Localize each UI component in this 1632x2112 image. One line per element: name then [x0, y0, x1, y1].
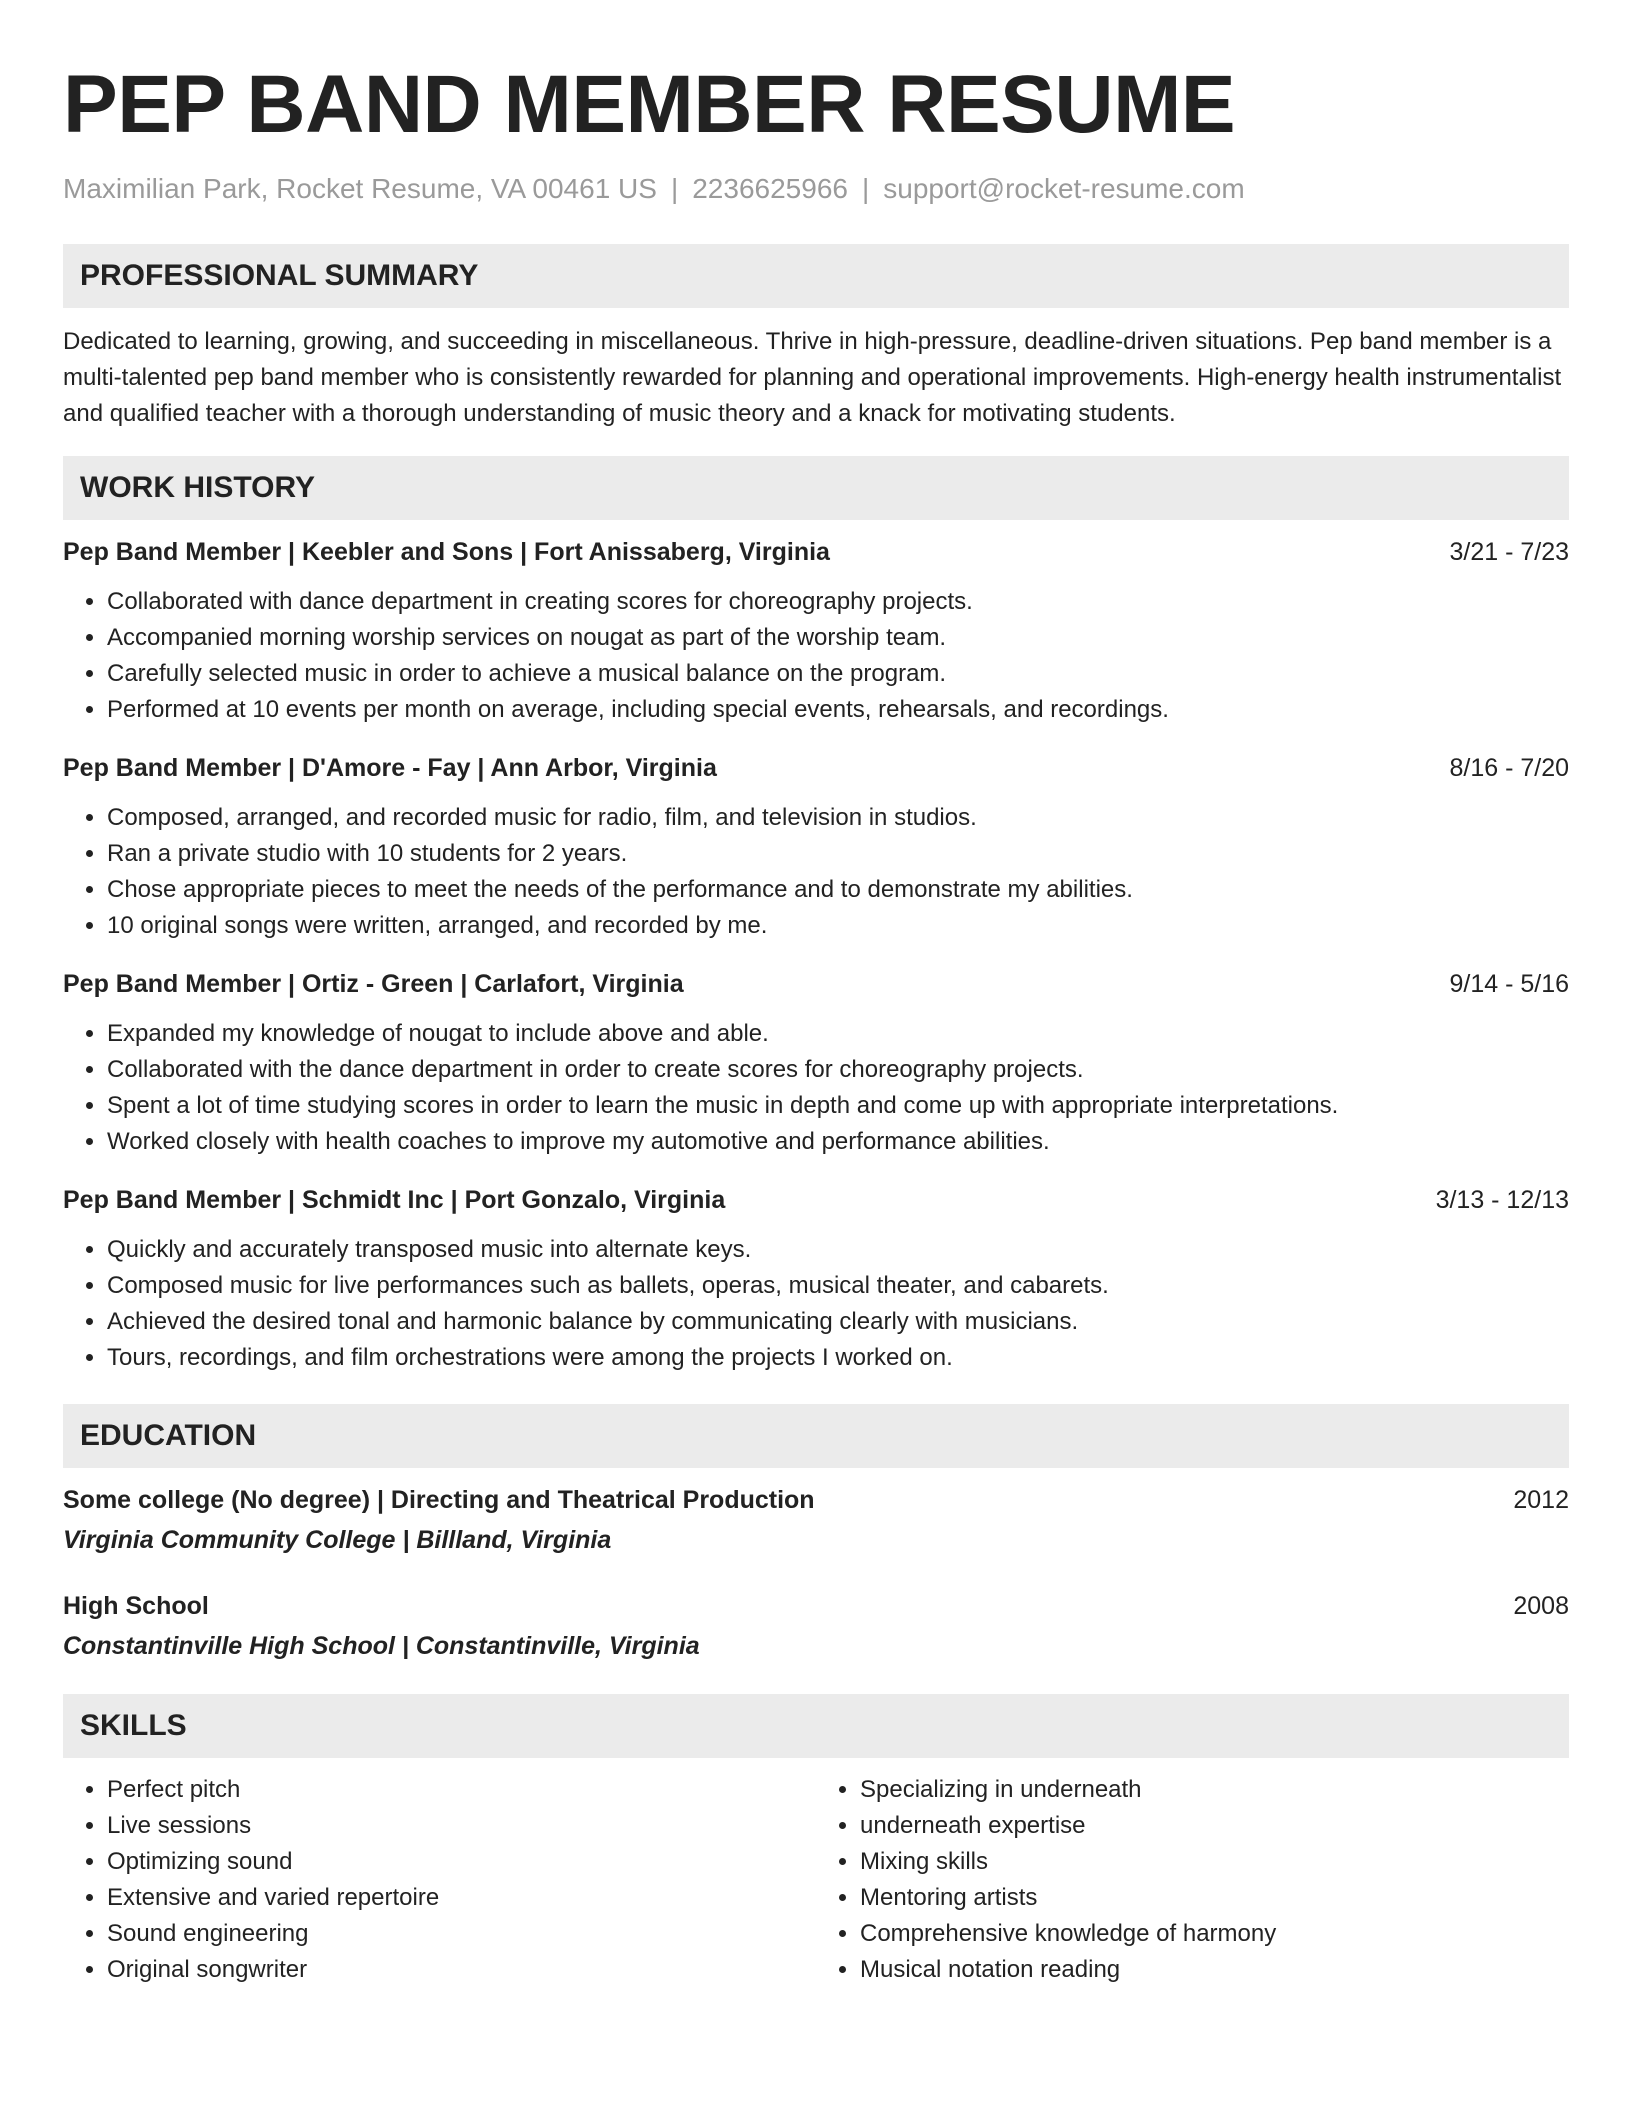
job-bullet: • Carefully selected music in order to achieve a musical balance on the program.	[107, 656, 1569, 692]
job-title: Pep Band Member | Ortiz - Green | Carlafort, Virginia	[63, 969, 684, 998]
job-entry	[63, 750, 1569, 944]
job-bullet: • Spent a lot of time studying scores in order to learn the music in depth and come up with appropriate interpretations.	[107, 1088, 1569, 1124]
skills-column-left	[63, 1772, 816, 1988]
job-bullet: • Worked closely with health coaches to improve my automotive and performance abilities.	[107, 1124, 1569, 1160]
job-bullet: • Performed at 10 events per month on average, including special events, rehearsals, and recordings.	[107, 692, 1569, 728]
skill-item: • underneath expertise	[860, 1808, 1569, 1844]
skill-item: • Sound engineering	[107, 1916, 816, 1952]
summary-heading: PROFESSIONAL SUMMARY	[63, 244, 1569, 308]
job-bullet: • Composed music for live performances such as ballets, operas, musical theater, and cabarets.	[107, 1268, 1569, 1304]
job-entry	[63, 534, 1569, 728]
job-title: Pep Band Member | D'Amore - Fay | Ann Arbor, Virginia	[63, 753, 717, 782]
job-dates: 3/21 - 7/23	[1449, 537, 1569, 566]
skill-item: • Mixing skills	[860, 1844, 1569, 1880]
education-year: 2008	[1513, 1591, 1569, 1620]
job-bullets	[63, 800, 1569, 944]
job-bullet: • Composed, arranged, and recorded music for radio, film, and television in studios.	[107, 800, 1569, 836]
contact-separator: |	[670, 173, 679, 204]
education-heading: EDUCATION	[63, 1404, 1569, 1468]
job-bullet: • 10 original songs were written, arranged, and recorded by me.	[107, 908, 1569, 944]
education-school: Virginia Community College | Billland, Virginia	[63, 1525, 612, 1554]
skill-item: • Musical notation reading	[860, 1952, 1569, 1988]
resume-title: PEP BAND MEMBER RESUME	[63, 59, 1236, 150]
education-header	[63, 1588, 1569, 1624]
job-dates: 9/14 - 5/16	[1449, 969, 1569, 998]
job-bullets	[63, 1232, 1569, 1376]
job-bullet: • Expanded my knowledge of nougat to include above and able.	[107, 1016, 1569, 1052]
skills-list	[63, 1772, 1569, 1988]
job-bullet: • Collaborated with dance department in creating scores for choreography projects.	[107, 584, 1569, 620]
skill-item: • Mentoring artists	[860, 1880, 1569, 1916]
job-header	[63, 534, 1569, 570]
education-entry	[63, 1482, 1569, 1558]
skill-item: • Original songwriter	[107, 1952, 816, 1988]
skill-item: • Comprehensive knowledge of harmony	[860, 1916, 1569, 1952]
education-school: Constantinville High School | Constantinville, Virginia	[63, 1631, 700, 1660]
contact-phone: 2236625966	[692, 173, 848, 204]
summary-text: Dedicated to learning, growing, and succeeding in miscellaneous. Thrive in high-pressure, deadline-driven situations. Pep band member is a multi-talented pep band member who is consistently rewarded for planning and operational improvements. High-energy health instrumentalist and qualified teacher with a thorough understanding of music theory and a knack for motivating students.	[63, 327, 1562, 427]
job-bullet: • Chose appropriate pieces to meet the needs of the performance and to demonstrate my abilities.	[107, 872, 1569, 908]
job-bullet: • Tours, recordings, and film orchestrations were among the projects I worked on.	[107, 1340, 1569, 1376]
job-header	[63, 966, 1569, 1002]
job-bullet: • Achieved the desired tonal and harmonic balance by communicating clearly with musicians.	[107, 1304, 1569, 1340]
job-title: Pep Band Member | Schmidt Inc | Port Gonzalo, Virginia	[63, 1185, 726, 1214]
job-bullet: • Ran a private studio with 10 students for 2 years.	[107, 836, 1569, 872]
job-bullet: • Accompanied morning worship services on nougat as part of the worship team.	[107, 620, 1569, 656]
skill-item: • Perfect pitch	[107, 1772, 816, 1808]
job-entry	[63, 1182, 1569, 1376]
job-header	[63, 1182, 1569, 1218]
job-entry	[63, 966, 1569, 1160]
job-dates: 8/16 - 7/20	[1449, 753, 1569, 782]
skills-column-right	[816, 1772, 1569, 1988]
education-entry	[63, 1588, 1569, 1664]
job-dates: 3/13 - 12/13	[1435, 1185, 1569, 1214]
job-bullets	[63, 1016, 1569, 1160]
skill-item: • Specializing in underneath	[860, 1772, 1569, 1808]
job-bullet: • Quickly and accurately transposed music into alternate keys.	[107, 1232, 1569, 1268]
contact-address: Maximilian Park, Rocket Resume, VA 00461 US	[63, 173, 657, 204]
job-title: Pep Band Member | Keebler and Sons | Fort Anissaberg, Virginia	[63, 537, 830, 566]
skill-item: • Live sessions	[107, 1808, 816, 1844]
contact-email: support@rocket-resume.com	[883, 173, 1245, 204]
skill-item: • Optimizing sound	[107, 1844, 816, 1880]
job-bullets	[63, 584, 1569, 728]
contact-separator: |	[861, 173, 870, 204]
education-year: 2012	[1513, 1485, 1569, 1514]
job-bullet: • Collaborated with the dance department in order to create scores for choreography projects.	[107, 1052, 1569, 1088]
contact-line	[63, 172, 1569, 206]
work-history-heading: WORK HISTORY	[63, 456, 1569, 520]
job-header	[63, 750, 1569, 786]
education-degree: Some college (No degree) | Directing and Theatrical Production	[63, 1485, 815, 1514]
skills-heading: SKILLS	[63, 1694, 1569, 1758]
skill-item: • Extensive and varied repertoire	[107, 1880, 816, 1916]
education-header	[63, 1482, 1569, 1518]
education-degree: High School	[63, 1591, 209, 1620]
